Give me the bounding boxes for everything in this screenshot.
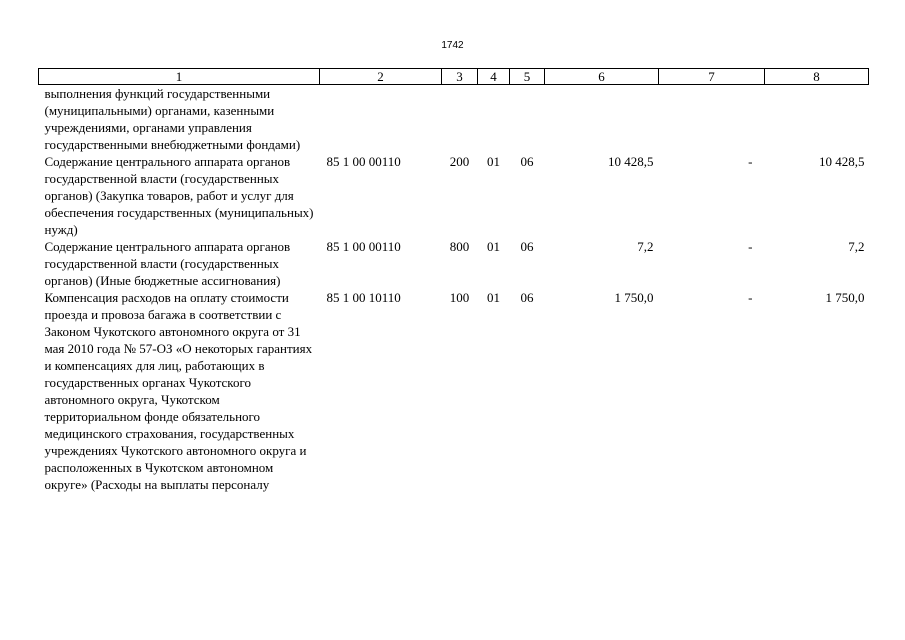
column-header-6: 6 (545, 69, 659, 85)
column-header-2: 2 (320, 69, 442, 85)
budget-table (38, 68, 869, 493)
row-total: 7,2 (848, 239, 865, 254)
column-header-8: 8 (765, 69, 869, 85)
row-amount: 1 750,0 (614, 290, 654, 305)
row-target-article-code: 85 1 00 00110 (326, 154, 401, 169)
column-header-4: 4 (478, 69, 510, 85)
column-header-5: 5 (510, 69, 545, 85)
row-target-article-code: 85 1 00 00110 (326, 239, 401, 254)
table-row (39, 289, 869, 493)
row-amount: 7,2 (637, 239, 654, 254)
row-expense-type-code: 200 (449, 154, 470, 169)
row-description: Содержание центрального аппарата органов государственной власти (государственных органов) (Иные бюджетные ассигнования) (44, 239, 291, 288)
table-row (39, 238, 869, 289)
row-description: Компенсация расходов на оплату стоимости проезда и провоза багажа в соответствии с Законом Чукотского автономного округа от 31 мая 2010 года № 57-ОЗ «О некоторых гарантиях и компенсациях для лиц, работающих в государственных органах Чукотского автономного округа, Чукотском территориальном фонде обязательного медицинского страхования, государственных учреждениях Чукотского автономного округа и расположенных в Чукотском автономном округе» (Расходы на выплаты персоналу (44, 290, 313, 492)
row-subsection-code: 06 (520, 290, 534, 305)
row-section-code: 01 (487, 290, 500, 305)
continued-description: выполнения функций государственными (муниципальными) органами, казенными учреждениями, органами управления государственными внебюджетными фондами) (44, 86, 301, 152)
column-header-3: 3 (442, 69, 478, 85)
row-subsection-code: 06 (520, 239, 534, 254)
row-expense-type-code: 100 (449, 290, 470, 305)
row-change: - (748, 239, 753, 254)
row-change: - (748, 154, 753, 169)
column-number-header-row (39, 69, 869, 85)
continued-row (39, 85, 869, 154)
row-target-article-code: 85 1 00 10110 (326, 290, 401, 305)
column-header-1: 1 (39, 69, 320, 85)
row-total: 1 750,0 (825, 290, 865, 305)
column-header-7: 7 (659, 69, 765, 85)
table-row (39, 153, 869, 238)
row-amount: 10 428,5 (608, 154, 654, 169)
row-change: - (748, 290, 753, 305)
row-section-code: 01 (487, 154, 500, 169)
row-expense-type-code: 800 (449, 239, 470, 254)
page-number: 1742 (441, 40, 464, 51)
row-section-code: 01 (487, 239, 500, 254)
row-subsection-code: 06 (520, 154, 534, 169)
row-description: Содержание центрального аппарата органов государственной власти (государственных органов) (Закупка товаров, работ и услуг для обеспечения государственных (муниципальных) нужд) (44, 154, 314, 237)
row-total: 10 428,5 (819, 154, 865, 169)
